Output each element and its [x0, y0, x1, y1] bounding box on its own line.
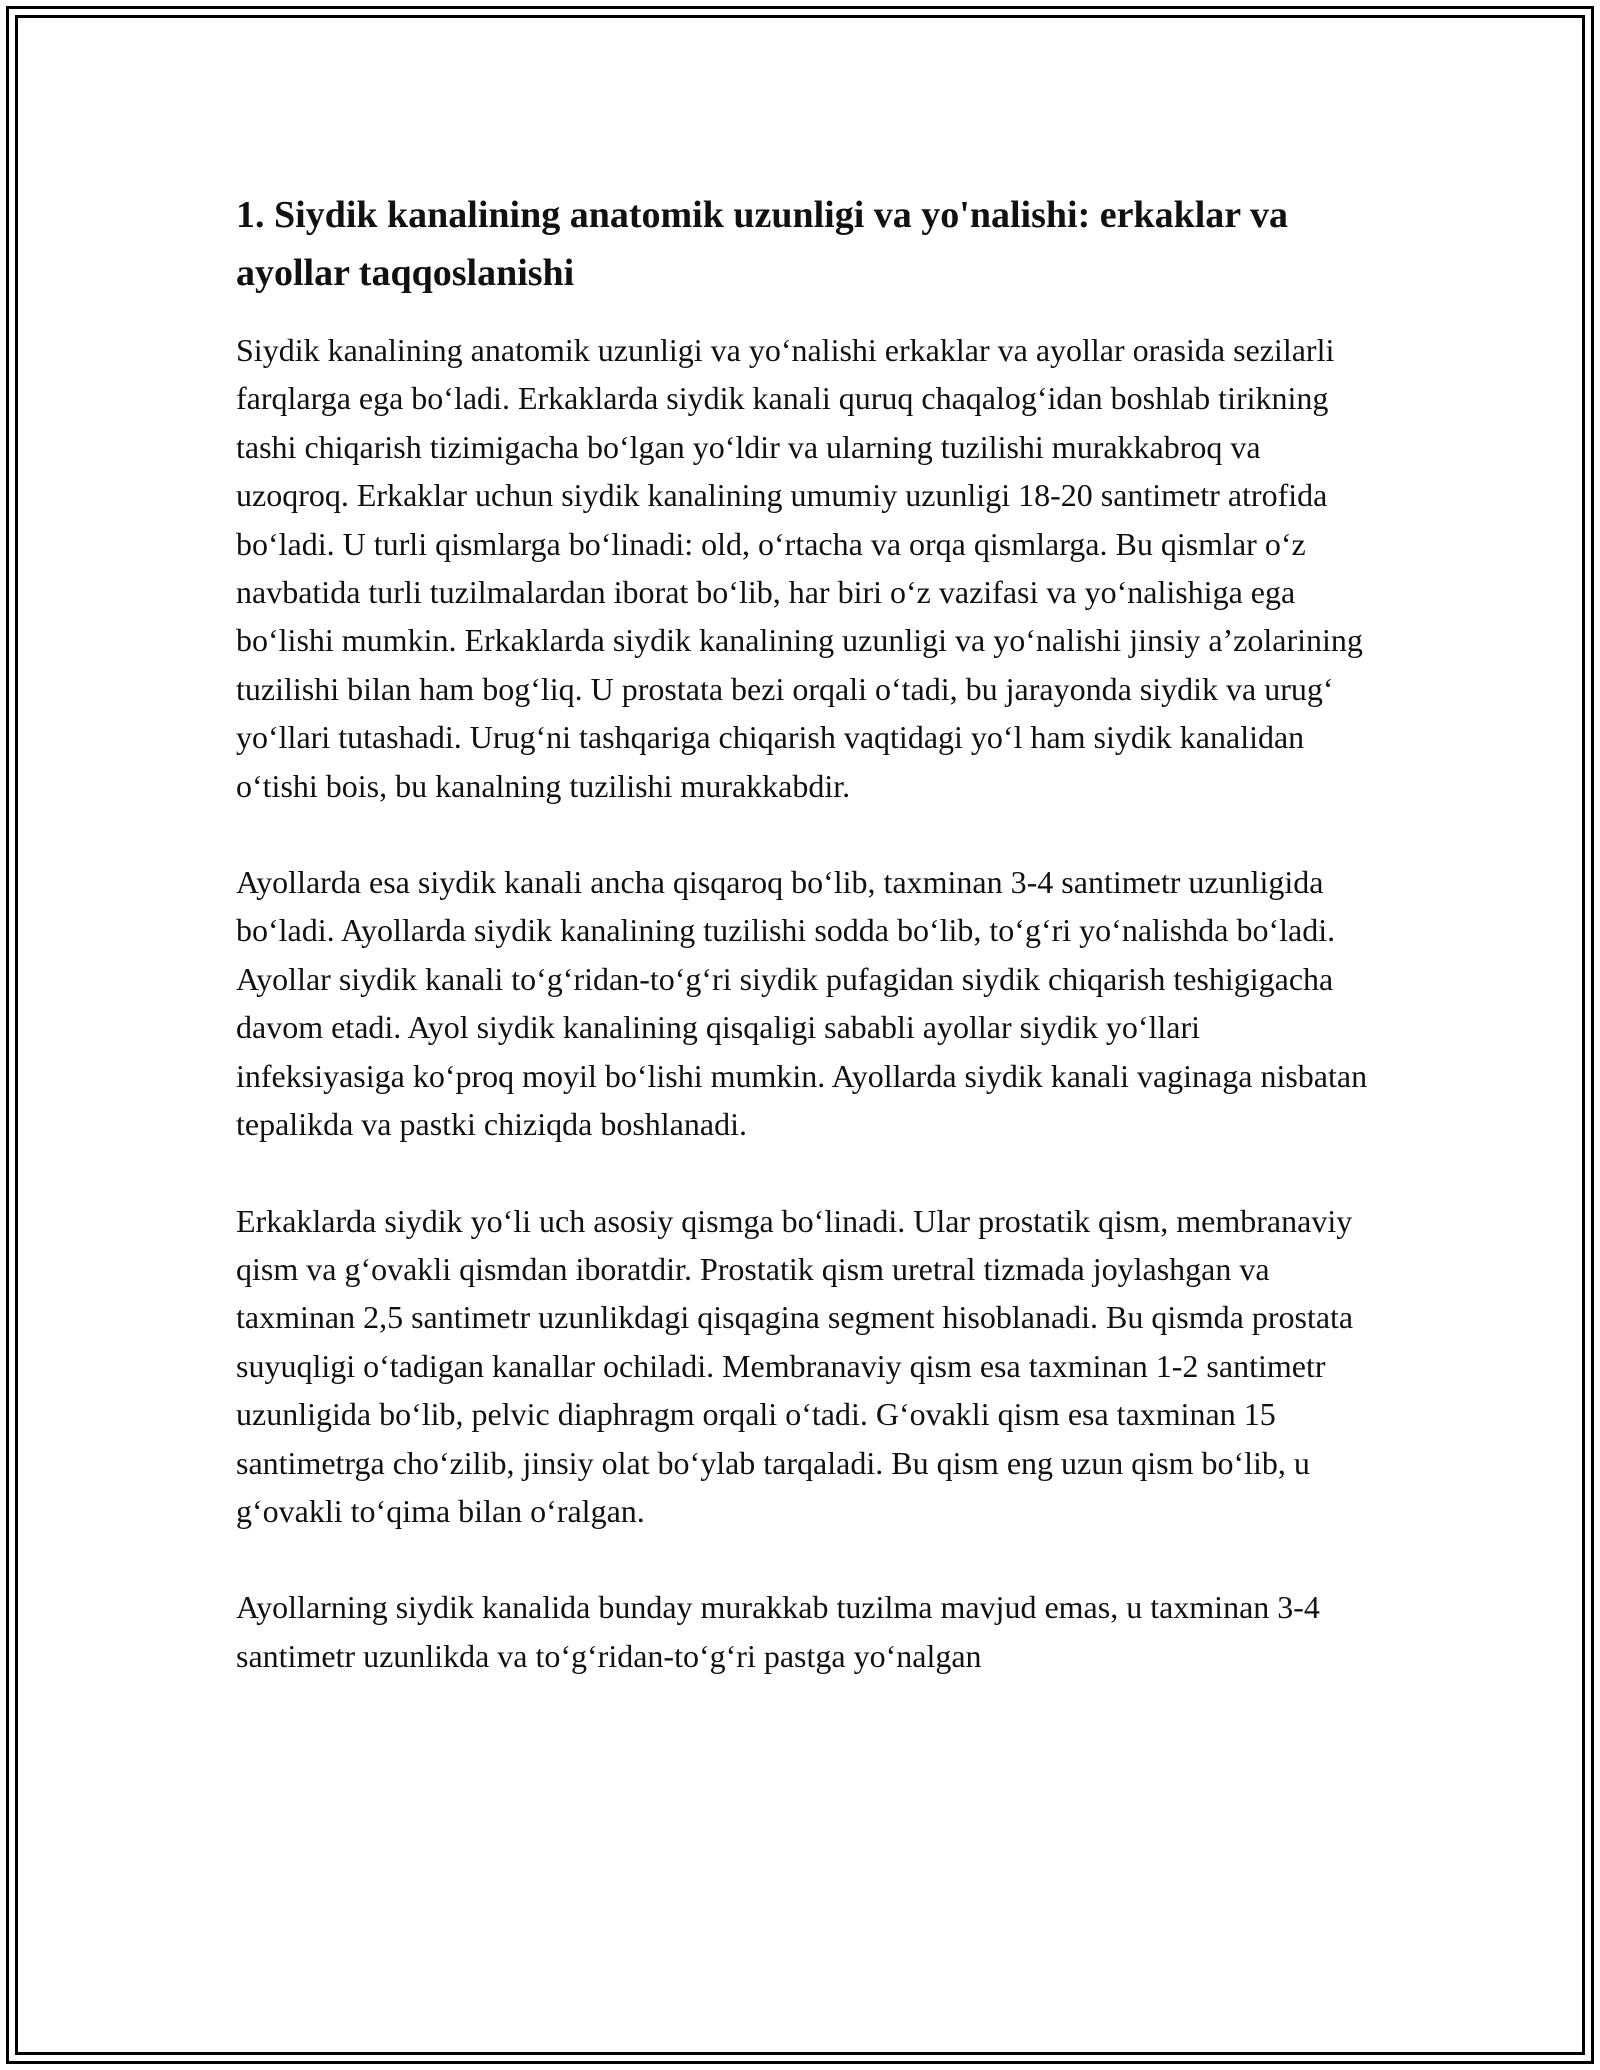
section-heading: 1. Siydik kanalining anatomik uzunligi va yo'nalishi: erkaklar va ayollar taqqoslanishi: [236, 194, 1288, 294]
paragraph-female-urethra-structure: Ayollarning siydik kanalida bunday murakkab tuzilma mavjud emas, u taxminan 3-4 santimetr uzunlikda va to‘g‘ridan-to‘g‘ri pastga yo‘nalgan: [236, 1589, 1320, 1674]
paragraph-male-urethra: Siydik kanalining anatomik uzunligi va yo‘nalishi erkaklar va ayollar orasida sezilarli farqlarga ega bo‘ladi. Erkaklarda siydik kanali quruq chaqalog‘idan boshlab tirikning tashi chiqarish tizimigacha bo‘lgan yo‘ldir va ularning tuzilishi murakkabroq va uzoqroq. Erkaklar uchun siydik kanalining umumiy uzunligi 18-20 santimetr atrofida bo‘ladi. U turli qismlarga bo‘linadi: old, o‘rtacha va orqa qismlarga. Bu qismlar o‘z navbatida turli tuzilmalardan iborat bo‘lib, har biri o‘z vazifasi va yo‘nalishiga ega bo‘lishi mumkin. Erkaklarda siydik kanalining uzunligi va yo‘nalishi jinsiy a’zolarining tuzilishi bilan ham bog‘liq. U prostata bezi orqali o‘tadi, bu jarayonda siydik va urug‘ yo‘llari tutashadi. Urug‘ni tashqariga chiqarish vaqtidagi yo‘l ham siydik kanalidan o‘tishi bois, bu kanalning tuzilishi murakkabdir.: [236, 332, 1363, 804]
paragraph-female-urethra: Ayollarda esa siydik kanali ancha qisqaroq bo‘lib, taxminan 3-4 santimetr uzunligida bo‘ladi. Ayollarda siydik kanalining tuzilishi sodda bo‘lib, to‘g‘ri yo‘nalishda bo‘ladi. Ayollar siydik kanali to‘g‘ridan-to‘g‘ri siydik pufagidan siydik chiqarish teshigigacha davom etadi. Ayol siydik kanalining qisqaligi sababli ayollar siydik yo‘llari infeksiyasiga ko‘proq moyil bo‘lishi mumkin. Ayollarda siydik kanali vaginaga nisbatan tepalikda va pastki chiziqda boshlanadi.: [236, 864, 1368, 1143]
paragraph-male-urethra-parts: Erkaklarda siydik yo‘li uch asosiy qismga bo‘linadi. Ular prostatik qism, membranaviy qism va g‘ovakli qismdan iboratdir. Prostatik qism uretral tizmada joylashgan va taxminan 2,5 santimetr uzunlikdagi qisqagina segment hisoblanadi. Bu qismda prostata suyuqligi o‘tadigan kanallar ochiladi. Membranaviy qism esa taxminan 1-2 santimetr uzunligida bo‘lib, pelvic diaphragm orqali o‘tadi. G‘ovakli qism esa taxminan 15 santimetrga cho‘zilib, jinsiy olat bo‘ylab tarqaladi. Bu qism eng uzun qism bo‘lib, u g‘ovakli to‘qima bilan o‘ralgan.: [236, 1202, 1354, 1529]
document-content: [236, 186, 1376, 1728]
